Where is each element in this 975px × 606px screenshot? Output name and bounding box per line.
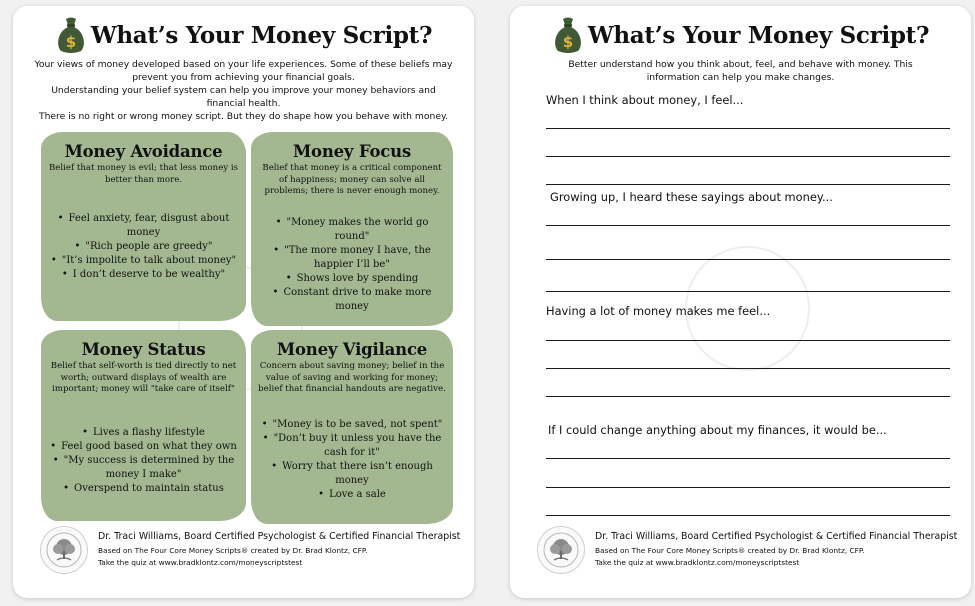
tree-logo-icon [537,526,585,574]
list-item: • "Don’t buy it unless you have the cash for it" [257,432,447,460]
card-title: Money Vigilance [276,340,428,359]
list-item: • "My success is determined by the money I make" [47,454,240,482]
intro-text [31,58,456,123]
writing-line[interactable] [546,458,950,459]
card-money-status [41,330,246,521]
title-row [13,16,474,54]
card-money-focus [251,132,453,326]
list-item: • Love a sale [257,488,447,502]
card-list [47,426,240,496]
footer-based-on: Based on The Four Core Money Scripts® created by Dr. Brad Klontz, CFP. [595,546,865,555]
card-money-vigilance [251,330,453,524]
footer-text [98,530,460,568]
writing-line[interactable] [546,225,950,226]
card-description: Belief that money is evil; that less money is better than more. [48,163,239,185]
page-title: What’s Your Money Script? [587,21,930,49]
writing-line[interactable] [546,368,950,369]
list-item: • "Money makes the world go round" [257,216,447,244]
list-item: • I don’t deserve to be wealthy" [47,268,240,282]
footer-based-on: Based on The Four Core Money Scripts® created by Dr. Brad Klontz, CFP. [98,546,368,555]
card-list [47,212,240,282]
list-item: • Feel good based on what they own [47,440,240,454]
footer-credit: Dr. Traci Williams, Board Certified Psychologist & Certified Financial Therapist [98,531,461,542]
footer-text [595,530,957,568]
card-description: Belief that self-worth is tied directly to net worth; outward displays of wealth are important; money will "take care of itself" [50,361,237,394]
writing-line[interactable] [546,259,950,260]
card-list [257,418,447,502]
writing-line[interactable] [546,128,950,129]
worksheet-page-right [510,6,971,598]
card-money-avoidance [41,132,246,321]
writing-line[interactable] [546,184,950,185]
writing-line[interactable] [546,487,950,488]
money-bag-icon [55,16,87,54]
intro-paragraph: There is no right or wrong money script. But they do shape how you behave with money. [38,111,449,122]
card-description: Concern about saving money; belief in the value of saving and working for money; belief that financial handouts are negative. [258,361,446,394]
list-item: • Shows love by spending [257,272,447,286]
prompt-wealth-feelings: Having a lot of money makes me feel... [546,304,771,318]
card-title: Money Status [81,340,206,359]
list-item: • "It’s impolite to talk about money" [47,254,240,268]
card-list [257,216,447,314]
list-item: • Feel anxiety, fear, disgust about money [47,212,240,240]
title-row [510,16,971,54]
svg-text:$: $ [65,33,77,51]
money-bag-icon [552,16,584,54]
writing-line[interactable] [546,515,950,516]
writing-line[interactable] [546,291,950,292]
footer-quiz-link: Take the quiz at www.bradklontz.com/moneyscriptstest [98,558,303,567]
list-item: • Lives a flashy lifestyle [47,426,240,440]
list-item: • "Money is to be saved, not spent" [257,418,447,432]
card-title: Money Avoidance [64,142,223,161]
list-item: • Constant drive to make more money [257,286,447,314]
list-item: • Overspend to maintain status [47,482,240,496]
prompt-feelings: When I think about money, I feel... [546,93,744,107]
worksheet-page-left [13,6,474,598]
footer [537,522,961,578]
svg-text:$: $ [562,33,574,51]
prompt-change-finances: If I could change anything about my finances, it would be... [548,423,887,437]
footer [40,522,464,578]
footer-credit: Dr. Traci Williams, Board Certified Psychologist & Certified Financial Therapist [595,531,958,542]
writing-line[interactable] [546,340,950,341]
card-title: Money Focus [292,142,412,161]
card-description: Belief that money is a critical component of happiness; money can solve all problems; there is never enough money. [262,163,442,196]
intro-paragraph: Your views of money developed based on your life experiences. Some of these beliefs may prevent you from achieving your financial goals. [34,59,453,83]
writing-line[interactable] [546,396,950,397]
writing-line[interactable] [546,156,950,157]
list-item: • Worry that there isn’t enough money [257,460,447,488]
footer-quiz-link: Take the quiz at www.bradklontz.com/moneyscriptstest [595,558,800,567]
prompt-sayings: Growing up, I heard these sayings about money... [550,190,833,204]
intro-paragraph: Understanding your belief system can help you improve your money behaviors and financial health. [51,85,436,109]
tree-logo-icon [40,526,88,574]
list-item: • "The more money I have, the happier I’ll be" [257,244,447,272]
page-title: What’s Your Money Script? [90,21,433,49]
list-item: • "Rich people are greedy" [47,240,240,254]
intro-text: Better understand how you think about, feel, and behave with money. This information can help you make changes. [568,59,913,83]
